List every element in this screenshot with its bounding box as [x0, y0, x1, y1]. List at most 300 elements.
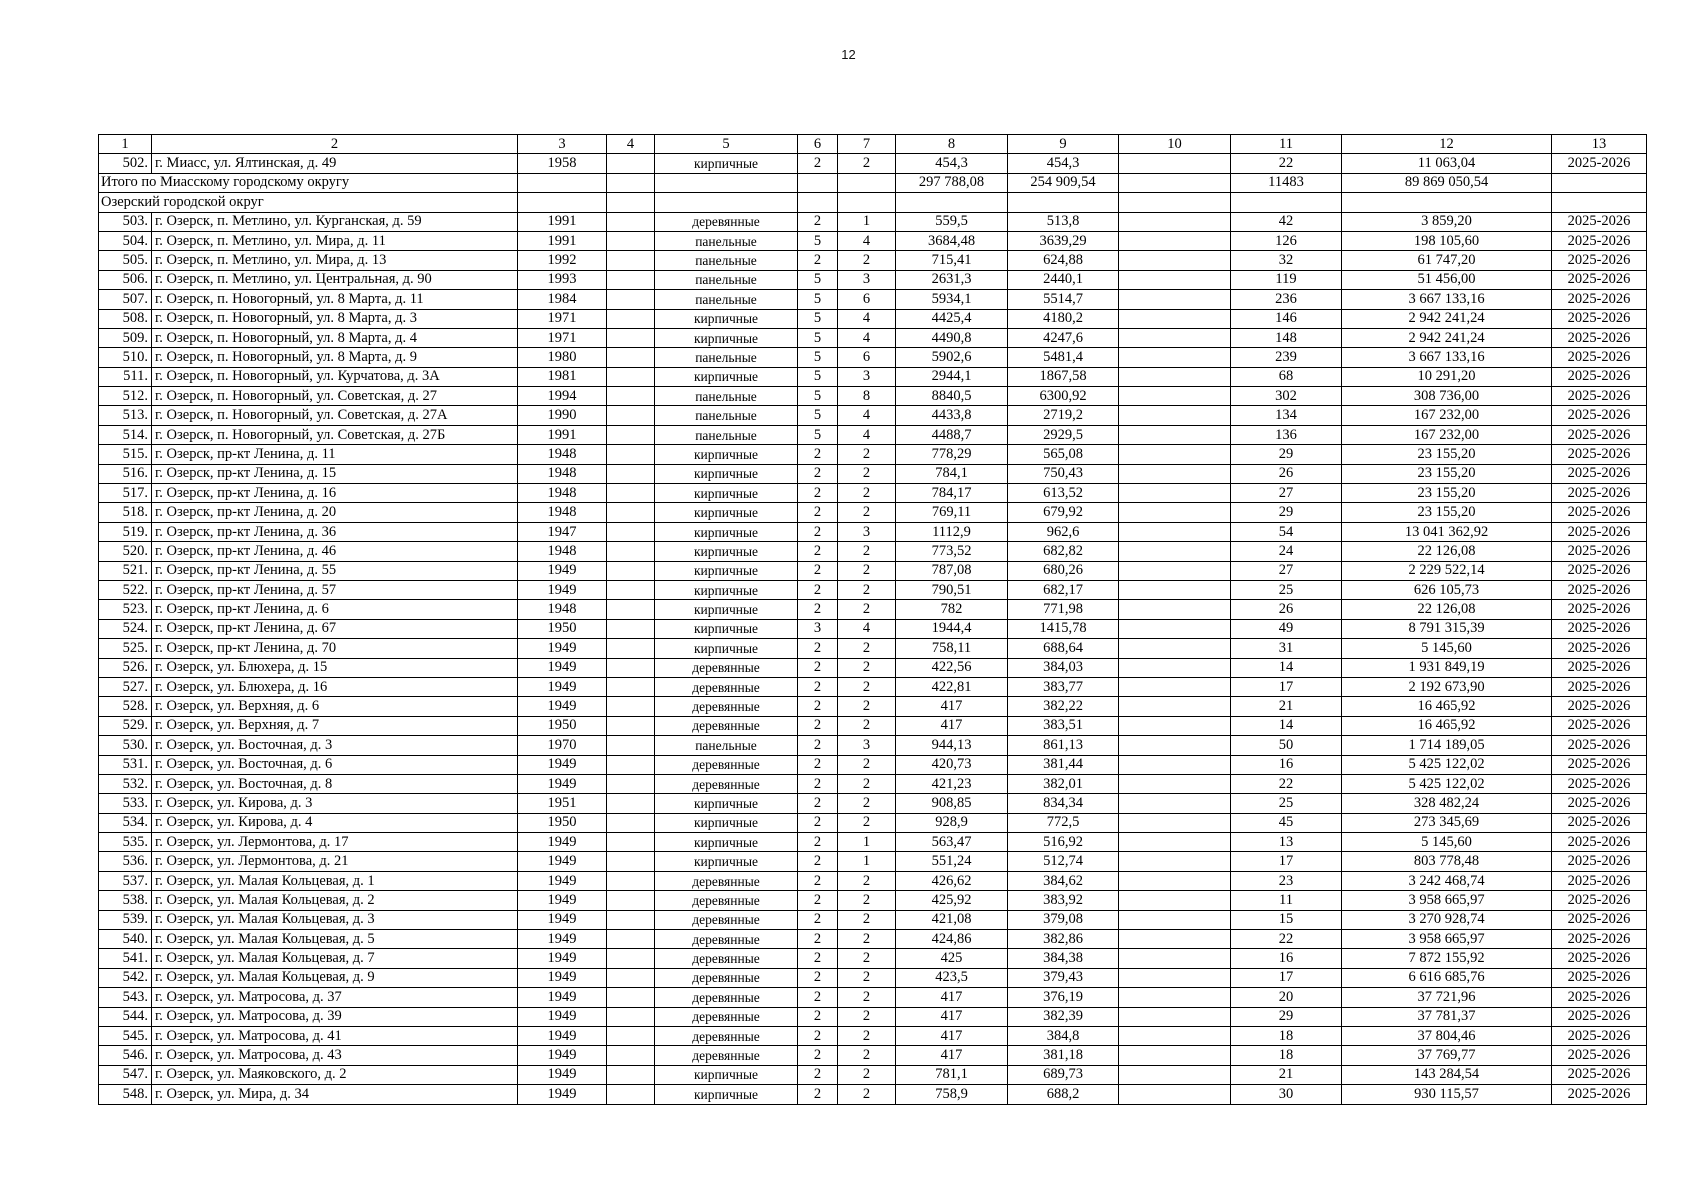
column-10-value: [1119, 677, 1231, 696]
column-7-value: 6: [838, 290, 896, 309]
column-4-value: [607, 871, 655, 890]
column-9-value: 689,73: [1008, 1065, 1119, 1084]
year-built: 1950: [518, 619, 607, 638]
column-11-value: 23: [1231, 871, 1342, 890]
year-built: 1948: [518, 600, 607, 619]
column-4-value: [607, 988, 655, 1007]
column-12-value: 37 769,77: [1342, 1046, 1552, 1065]
column-12-value: 37 721,96: [1342, 988, 1552, 1007]
wall-material: деревянные: [655, 658, 798, 677]
address: г. Озерск, ул. Восточная, д. 6: [152, 755, 518, 774]
column-4-value: [607, 930, 655, 949]
year-built: 1949: [518, 561, 607, 580]
year-built: 1991: [518, 425, 607, 444]
column-7-value: 2: [838, 697, 896, 716]
row-number: 521.: [99, 561, 152, 580]
column-number: 1: [99, 135, 152, 154]
address: г. Озерск, пр-кт Ленина, д. 11: [152, 445, 518, 464]
year-built: 1950: [518, 813, 607, 832]
column-11-value: 54: [1231, 522, 1342, 541]
column-6-value: 2: [798, 1085, 838, 1104]
column-10-value: [1119, 1007, 1231, 1026]
column-9-value: 512,74: [1008, 852, 1119, 871]
column-13-value: 2025-2026: [1552, 813, 1647, 832]
wall-material: панельные: [655, 231, 798, 250]
table-row: [99, 1085, 1647, 1104]
wall-material: кирпичные: [655, 794, 798, 813]
column-6-value: 5: [798, 231, 838, 250]
column-10-value: [1119, 1085, 1231, 1104]
wall-material: деревянные: [655, 697, 798, 716]
column-6-value: 5: [798, 348, 838, 367]
column-13-value: 2025-2026: [1552, 251, 1647, 270]
column-11-value: 11: [1231, 891, 1342, 910]
wall-material: деревянные: [655, 716, 798, 735]
column-10-value: [1119, 251, 1231, 270]
table-row: [99, 833, 1647, 852]
column-12-value: 3 958 665,97: [1342, 891, 1552, 910]
row-number: 536.: [99, 852, 152, 871]
year-built: 1949: [518, 833, 607, 852]
row-number: 511.: [99, 367, 152, 386]
column-7-value: 2: [838, 154, 896, 173]
column-12-value: 930 115,57: [1342, 1085, 1552, 1104]
column-4-value: [607, 406, 655, 425]
table-row: [99, 464, 1647, 483]
column-7-value: 2: [838, 561, 896, 580]
row-number: 538.: [99, 891, 152, 910]
column-6-value: 2: [798, 949, 838, 968]
column-12-value: 198 105,60: [1342, 231, 1552, 250]
column-8-value: 715,41: [896, 251, 1008, 270]
column-13-value: 2025-2026: [1552, 677, 1647, 696]
empty-cell: [518, 193, 607, 212]
year-built: 1992: [518, 251, 607, 270]
address: г. Озерск, ул. Малая Кольцевая, д. 1: [152, 871, 518, 890]
column-9-value: 379,08: [1008, 910, 1119, 929]
column-13-value: 2025-2026: [1552, 639, 1647, 658]
wall-material: кирпичные: [655, 542, 798, 561]
column-9-value: 1415,78: [1008, 619, 1119, 638]
column-12-value: 23 155,20: [1342, 445, 1552, 464]
table-row: [99, 794, 1647, 813]
wall-material: кирпичные: [655, 639, 798, 658]
column-6-value: 2: [798, 639, 838, 658]
column-8-value: 908,85: [896, 794, 1008, 813]
column-8-value: 4425,4: [896, 309, 1008, 328]
column-13-value: 2025-2026: [1552, 522, 1647, 541]
column-12-value: 10 291,20: [1342, 367, 1552, 386]
column-10-value: [1119, 968, 1231, 987]
row-number: 531.: [99, 755, 152, 774]
wall-material: панельные: [655, 270, 798, 289]
year-built: 1948: [518, 445, 607, 464]
wall-material: кирпичные: [655, 522, 798, 541]
wall-material: кирпичные: [655, 833, 798, 852]
column-7-value: 2: [838, 716, 896, 735]
address: г. Озерск, ул. Малая Кольцевая, д. 2: [152, 891, 518, 910]
column-7-value: 2: [838, 1007, 896, 1026]
column-11-value: 42: [1231, 212, 1342, 231]
empty-cell: [607, 193, 655, 212]
column-11-value: 302: [1231, 387, 1342, 406]
wall-material: деревянные: [655, 910, 798, 929]
column-8-value: 758,9: [896, 1085, 1008, 1104]
wall-material: кирпичные: [655, 1065, 798, 1084]
table-row: [99, 154, 1647, 173]
table-row: [99, 580, 1647, 599]
column-number: 9: [1008, 135, 1119, 154]
table-row: [99, 251, 1647, 270]
year-built: 1970: [518, 736, 607, 755]
column-12-value: 7 872 155,92: [1342, 949, 1552, 968]
column-12-value: 167 232,00: [1342, 406, 1552, 425]
column-4-value: [607, 290, 655, 309]
column-9-value: 381,18: [1008, 1046, 1119, 1065]
row-number: 518.: [99, 503, 152, 522]
column-10-value: [1119, 464, 1231, 483]
column-6-value: 2: [798, 852, 838, 871]
address: г. Озерск, ул. Матросова, д. 37: [152, 988, 518, 1007]
year-built: 1948: [518, 464, 607, 483]
address: г. Миасс, ул. Ялтинская, д. 49: [152, 154, 518, 173]
column-10-value: [1119, 910, 1231, 929]
row-number: 530.: [99, 736, 152, 755]
column-6-value: 5: [798, 270, 838, 289]
column-10-value: [1119, 154, 1231, 173]
column-9-value: 1867,58: [1008, 367, 1119, 386]
column-11-value: 29: [1231, 503, 1342, 522]
column-9-value: 384,8: [1008, 1026, 1119, 1045]
column-13-value: 2025-2026: [1552, 542, 1647, 561]
column-12-value: 37 781,37: [1342, 1007, 1552, 1026]
column-9-value: 962,6: [1008, 522, 1119, 541]
column-8-value: 417: [896, 697, 1008, 716]
column-11-value: 14: [1231, 716, 1342, 735]
address: г. Озерск, ул. Матросова, д. 41: [152, 1026, 518, 1045]
column-13-value: 2025-2026: [1552, 309, 1647, 328]
column-6-value: 2: [798, 871, 838, 890]
row-number: 512.: [99, 387, 152, 406]
year-built: 1947: [518, 522, 607, 541]
wall-material: деревянные: [655, 1026, 798, 1045]
column-7-value: 2: [838, 484, 896, 503]
column-4-value: [607, 658, 655, 677]
table-row: [99, 503, 1647, 522]
year-built: 1949: [518, 1085, 607, 1104]
column-9-value: 682,82: [1008, 542, 1119, 561]
column-7-value: 1: [838, 852, 896, 871]
column-4-value: [607, 794, 655, 813]
column-8-value: 2631,3: [896, 270, 1008, 289]
column-9-value: 682,17: [1008, 580, 1119, 599]
column-6-value: 2: [798, 154, 838, 173]
year-built: 1950: [518, 716, 607, 735]
column-12-value: 3 270 928,74: [1342, 910, 1552, 929]
row-number: 535.: [99, 833, 152, 852]
column-8-value: 784,17: [896, 484, 1008, 503]
wall-material: кирпичные: [655, 852, 798, 871]
row-number: 532.: [99, 774, 152, 793]
column-10-value: [1119, 309, 1231, 328]
column-11-value: 32: [1231, 251, 1342, 270]
column-11-value: 146: [1231, 309, 1342, 328]
year-built: 1949: [518, 580, 607, 599]
table-row: [99, 949, 1647, 968]
page-number: 12: [841, 47, 856, 62]
column-11-value: 50: [1231, 736, 1342, 755]
column-9-value: 513,8: [1008, 212, 1119, 231]
column-8-value: 551,24: [896, 852, 1008, 871]
column-4-value: [607, 367, 655, 386]
column-4-value: [607, 309, 655, 328]
column-6-value: 5: [798, 367, 838, 386]
column-10-value: [1119, 871, 1231, 890]
column-10-value: [1119, 891, 1231, 910]
column-10-value: [1119, 387, 1231, 406]
column-4-value: [607, 949, 655, 968]
column-8-value: 417: [896, 1046, 1008, 1065]
column-10-value: [1119, 270, 1231, 289]
column-8-value: 425,92: [896, 891, 1008, 910]
column-8-value: 422,81: [896, 677, 1008, 696]
year-built: 1949: [518, 1046, 607, 1065]
column-10-value: [1119, 290, 1231, 309]
column-9-value: 688,2: [1008, 1085, 1119, 1104]
column-4-value: [607, 677, 655, 696]
column-13-value: 2025-2026: [1552, 600, 1647, 619]
column-7-value: 3: [838, 270, 896, 289]
column-7-value: 4: [838, 425, 896, 444]
row-number: 509.: [99, 328, 152, 347]
column-4-value: [607, 910, 655, 929]
address: г. Озерск, ул. Малая Кольцевая, д. 3: [152, 910, 518, 929]
column-10-value: [1119, 484, 1231, 503]
column-9-value: 376,19: [1008, 988, 1119, 1007]
year-built: 1994: [518, 387, 607, 406]
year-built: 1949: [518, 949, 607, 968]
column-4-value: [607, 503, 655, 522]
empty-cell: [655, 193, 798, 212]
row-number: 533.: [99, 794, 152, 813]
empty-cell: [798, 173, 838, 192]
column-11-value: 236: [1231, 290, 1342, 309]
column-12-value: 328 482,24: [1342, 794, 1552, 813]
column-13-value: 2025-2026: [1552, 871, 1647, 890]
address: г. Озерск, пр-кт Ленина, д. 55: [152, 561, 518, 580]
column-7-value: 2: [838, 1026, 896, 1045]
row-number: 524.: [99, 619, 152, 638]
column-7-value: 2: [838, 988, 896, 1007]
column-7-value: 4: [838, 231, 896, 250]
column-4-value: [607, 1007, 655, 1026]
column-11-value: 119: [1231, 270, 1342, 289]
row-number: 519.: [99, 522, 152, 541]
table-row: [99, 716, 1647, 735]
wall-material: панельные: [655, 736, 798, 755]
column-13-value: 2025-2026: [1552, 561, 1647, 580]
table-row: [99, 484, 1647, 503]
column-13-value: 2025-2026: [1552, 930, 1647, 949]
column-9-value: 381,44: [1008, 755, 1119, 774]
wall-material: панельные: [655, 348, 798, 367]
empty-cell: [838, 173, 896, 192]
column-8-value: 423,5: [896, 968, 1008, 987]
column-7-value: 1: [838, 833, 896, 852]
wall-material: деревянные: [655, 1046, 798, 1065]
column-6-value: 2: [798, 561, 838, 580]
housing-register-table: [98, 134, 1647, 1105]
column-7-value: 2: [838, 1065, 896, 1084]
column-8-value: 781,1: [896, 1065, 1008, 1084]
column-12-value: 3 958 665,97: [1342, 930, 1552, 949]
column-6-value: 2: [798, 658, 838, 677]
row-number: 522.: [99, 580, 152, 599]
column-9-value: 565,08: [1008, 445, 1119, 464]
column-13-value: 2025-2026: [1552, 387, 1647, 406]
table-row: [99, 328, 1647, 347]
column-8-value: 454,3: [896, 154, 1008, 173]
column-number: 4: [607, 135, 655, 154]
column-10-value: [1119, 600, 1231, 619]
column-9-value: 382,86: [1008, 930, 1119, 949]
column-13-value: 2025-2026: [1552, 464, 1647, 483]
column-11-value: 16: [1231, 949, 1342, 968]
column-6-value: 2: [798, 212, 838, 231]
column-11-value: 134: [1231, 406, 1342, 425]
wall-material: панельные: [655, 406, 798, 425]
wall-material: кирпичные: [655, 445, 798, 464]
empty-cell: [896, 193, 1008, 212]
column-4-value: [607, 154, 655, 173]
column-12-value: 167 232,00: [1342, 425, 1552, 444]
column-4-value: [607, 891, 655, 910]
address: г. Озерск, п. Новогорный, ул. 8 Марта, д. 4: [152, 328, 518, 347]
row-number: 529.: [99, 716, 152, 735]
column-9-value: 771,98: [1008, 600, 1119, 619]
table-row: [99, 930, 1647, 949]
address: г. Озерск, пр-кт Ленина, д. 67: [152, 619, 518, 638]
column-4-value: [607, 716, 655, 735]
column-13-value: 2025-2026: [1552, 1046, 1647, 1065]
column-6-value: 5: [798, 309, 838, 328]
year-built: 1949: [518, 1007, 607, 1026]
column-9-value: 379,43: [1008, 968, 1119, 987]
row-number: 539.: [99, 910, 152, 929]
wall-material: деревянные: [655, 774, 798, 793]
column-8-value: 1944,4: [896, 619, 1008, 638]
year-built: 1948: [518, 542, 607, 561]
column-11-value: 21: [1231, 697, 1342, 716]
wall-material: кирпичные: [655, 561, 798, 580]
column-6-value: 2: [798, 1007, 838, 1026]
address: г. Озерск, ул. Малая Кольцевая, д. 5: [152, 930, 518, 949]
column-8-value: 773,52: [896, 542, 1008, 561]
address: г. Озерск, пр-кт Ленина, д. 36: [152, 522, 518, 541]
empty-cell: [1008, 193, 1119, 212]
column-9-value: 383,77: [1008, 677, 1119, 696]
year-built: 1949: [518, 852, 607, 871]
wall-material: деревянные: [655, 871, 798, 890]
row-number: 534.: [99, 813, 152, 832]
column-11-value: 136: [1231, 425, 1342, 444]
column-number: 11: [1231, 135, 1342, 154]
column-number-row: [99, 135, 1647, 154]
column-8-value: 2944,1: [896, 367, 1008, 386]
wall-material: кирпичные: [655, 580, 798, 599]
column-8-value: 4433,8: [896, 406, 1008, 425]
column-8-value: 778,29: [896, 445, 1008, 464]
column-6-value: 2: [798, 542, 838, 561]
column-9-value: 384,62: [1008, 871, 1119, 890]
column-4-value: [607, 968, 655, 987]
column-10-value: [1119, 425, 1231, 444]
column-9-value: 4180,2: [1008, 309, 1119, 328]
column-11-value: 16: [1231, 755, 1342, 774]
column-13-value: 2025-2026: [1552, 949, 1647, 968]
column-6-value: 2: [798, 891, 838, 910]
column-9-value: 5514,7: [1008, 290, 1119, 309]
table-row: [99, 231, 1647, 250]
column-9-value: 384,38: [1008, 949, 1119, 968]
column-8-value: 417: [896, 716, 1008, 735]
table-row: [99, 387, 1647, 406]
column-4-value: [607, 231, 655, 250]
column-6-value: 2: [798, 697, 838, 716]
column-9-value: 834,34: [1008, 794, 1119, 813]
table-row: [99, 1007, 1647, 1026]
column-10-value: [1119, 1065, 1231, 1084]
column-11-value: 31: [1231, 639, 1342, 658]
column-13-value: 2025-2026: [1552, 833, 1647, 852]
empty-cell: [1342, 193, 1552, 212]
column-7-value: 4: [838, 406, 896, 425]
column-10-value: [1119, 231, 1231, 250]
column-10-value: [1119, 813, 1231, 832]
column-7-value: 2: [838, 1046, 896, 1065]
year-built: 1949: [518, 968, 607, 987]
year-built: 1948: [518, 503, 607, 522]
column-9-value: 3639,29: [1008, 231, 1119, 250]
address: г. Озерск, п. Новогорный, ул. Советская, д. 27А: [152, 406, 518, 425]
table-row: [99, 600, 1647, 619]
address: г. Озерск, ул. Лермонтова, д. 17: [152, 833, 518, 852]
table-row: [99, 542, 1647, 561]
column-13-value: 2025-2026: [1552, 658, 1647, 677]
address: г. Озерск, ул. Восточная, д. 8: [152, 774, 518, 793]
column-13-value: 2025-2026: [1552, 503, 1647, 522]
column-number: 8: [896, 135, 1008, 154]
address: г. Озерск, п. Новогорный, ул. 8 Марта, д. 11: [152, 290, 518, 309]
row-number: 515.: [99, 445, 152, 464]
column-10-value: [1119, 580, 1231, 599]
column-12-value: 5 425 122,02: [1342, 774, 1552, 793]
wall-material: панельные: [655, 425, 798, 444]
address: г. Озерск, ул. Кирова, д. 4: [152, 813, 518, 832]
column-9-value: 382,01: [1008, 774, 1119, 793]
column-11-value: 20: [1231, 988, 1342, 1007]
row-number: 525.: [99, 639, 152, 658]
wall-material: деревянные: [655, 755, 798, 774]
column-9-value: 688,64: [1008, 639, 1119, 658]
column-13-value: 2025-2026: [1552, 445, 1647, 464]
wall-material: деревянные: [655, 968, 798, 987]
address: г. Озерск, п. Новогорный, ул. 8 Марта, д. 9: [152, 348, 518, 367]
row-number: 537.: [99, 871, 152, 890]
column-11-value: 24: [1231, 542, 1342, 561]
column-4-value: [607, 328, 655, 347]
column-6-value: 2: [798, 677, 838, 696]
